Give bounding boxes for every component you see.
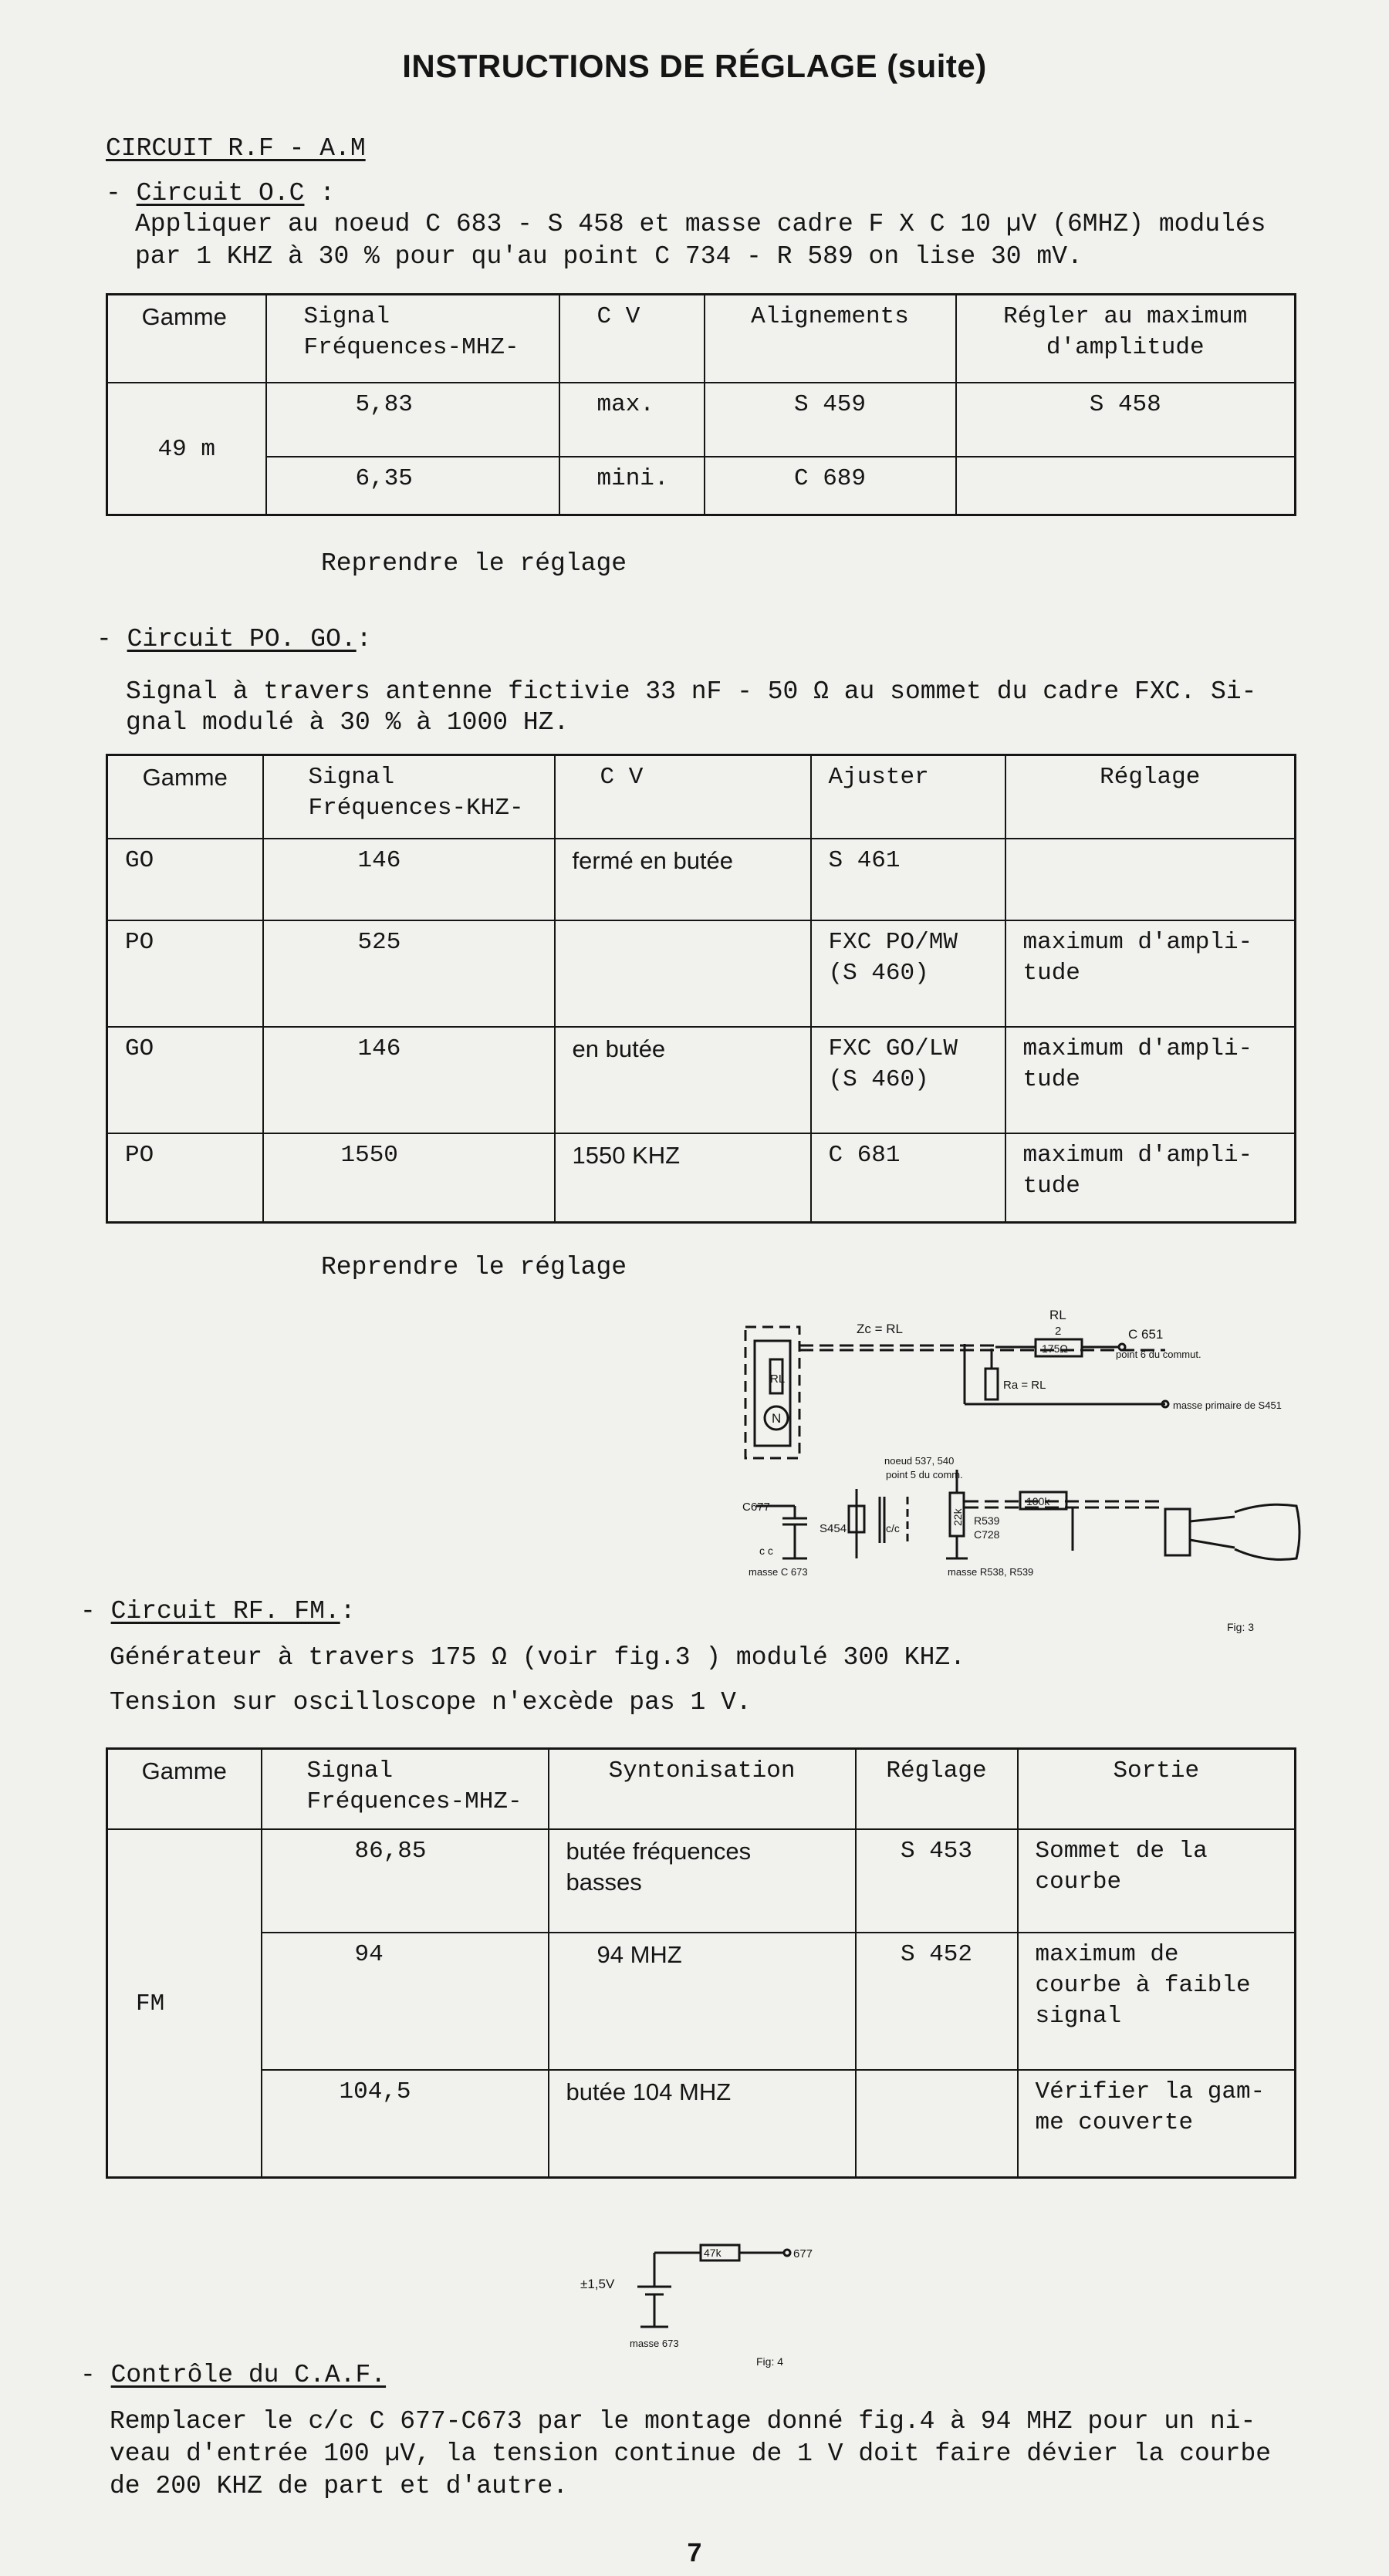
fig3-rl-label: RL xyxy=(770,1372,786,1386)
fm-signal-cell: 94 xyxy=(262,1933,549,2070)
fig3-cc-label: c c xyxy=(759,1545,773,1557)
fm-synto-cell: butée 104 MHZ xyxy=(549,2070,856,2178)
fig3-r539-label: R539 xyxy=(974,1514,1000,1527)
page-title: INSTRUCTIONS DE RÉGLAGE (suite) xyxy=(402,48,987,84)
fm-text-line2: Tension sur oscilloscope n'excède pas 1 V. xyxy=(110,1688,752,1717)
caf-label: Contrôle du C.A.F. xyxy=(110,2361,387,2389)
table-row xyxy=(107,920,1296,1027)
oc-table xyxy=(106,293,1296,516)
fig3-n-label: N xyxy=(772,1411,782,1426)
fm-table xyxy=(106,1747,1296,2179)
fig3-ra-label: Ra = RL xyxy=(1003,1379,1046,1392)
fig3-cc-component-label: c/c xyxy=(886,1522,900,1534)
fig3-masse-r538-label: masse R538, R539 xyxy=(948,1566,1034,1578)
oc-signal-cell: 5,83 xyxy=(266,383,559,457)
pogo-signal-cell: 146 xyxy=(263,839,555,920)
fm-signal-cell: 104,5 xyxy=(262,2070,549,2178)
oc-header-row xyxy=(107,295,1296,383)
fm-sortie-cell: Vérifier la gam- me couverte xyxy=(1018,2070,1296,2178)
pogo-gamme-cell: GO xyxy=(107,839,263,920)
pogo-signal-cell: 525 xyxy=(263,920,555,1027)
caf-text-line2: veau d'entrée 100 µV, la tension continue de 1 V doit faire dévier la courbe xyxy=(110,2439,1272,2468)
page-number: 7 xyxy=(687,2538,702,2568)
fig3-masse-s451-label: masse primaire de S451 xyxy=(1173,1399,1282,1411)
pogo-note: Reprendre le réglage xyxy=(321,1253,627,1281)
table-row xyxy=(107,457,1296,515)
pogo-heading xyxy=(96,623,372,655)
pogo-cv-cell xyxy=(555,920,811,1027)
pogo-cv-cell: fermé en butée xyxy=(555,839,811,920)
fig3-masse-c673-label: masse C 673 xyxy=(749,1566,808,1578)
pogo-header-signal: Signal Fréquences-KHZ- xyxy=(263,755,555,839)
oc-cv-cell: mini. xyxy=(559,457,705,515)
pogo-ajuster-cell: FXC GO/LW (S 460) xyxy=(811,1027,1005,1133)
oc-gamme-cell: 49 m xyxy=(107,383,266,515)
fig3-r100k-label: 100k xyxy=(1026,1495,1050,1507)
oc-header-signal: Signal Fréquences-MHZ- xyxy=(266,295,559,383)
fig3-schematic xyxy=(733,1304,1312,1659)
pogo-header-ajuster: Ajuster xyxy=(811,755,1005,839)
fm-synto-cell: butée fréquences basses xyxy=(549,1829,856,1933)
fm-signal-cell: 86,85 xyxy=(262,1829,549,1933)
table-row xyxy=(107,1829,1296,1933)
pogo-header-reglage: Réglage xyxy=(1005,755,1296,839)
fig3-point5-label: point 5 du comm. xyxy=(886,1469,963,1480)
fm-header-reglage: Réglage xyxy=(856,1749,1018,1829)
pogo-ajuster-cell: S 461 xyxy=(811,839,1005,920)
fm-sortie-cell: maximum de courbe à faible signal xyxy=(1018,1933,1296,2070)
table-row xyxy=(107,1133,1296,1223)
table-row xyxy=(107,2070,1296,2178)
pogo-colon: : xyxy=(356,625,372,653)
pogo-signal-cell: 146 xyxy=(263,1027,555,1133)
caf-dash: - xyxy=(80,2361,96,2389)
pogo-cv-cell: en butée xyxy=(555,1027,811,1133)
pogo-reglage-cell xyxy=(1005,839,1296,920)
table-row xyxy=(107,1027,1296,1133)
oc-note: Reprendre le réglage xyxy=(321,549,627,578)
fm-reglage-cell: S 453 xyxy=(856,1829,1018,1933)
fm-header-gamme: Gamme xyxy=(107,1749,262,1829)
table-row xyxy=(107,839,1296,920)
pogo-header-gamme: Gamme xyxy=(107,755,263,839)
oc-header-regler: Régler au maximum d'amplitude xyxy=(956,295,1296,383)
pogo-header-cv: C V xyxy=(555,755,811,839)
oc-align-cell: S 459 xyxy=(705,383,956,457)
fig3-noeud-label: noeud 537, 540 xyxy=(884,1455,955,1467)
oc-header-gamme: Gamme xyxy=(107,295,266,383)
fig4-masse-label: masse 673 xyxy=(630,2338,679,2349)
pogo-reglage-cell: maximum d'ampli- tude xyxy=(1005,1133,1296,1223)
pogo-header-row xyxy=(107,755,1296,839)
fig3-c651-label: C 651 xyxy=(1128,1327,1164,1342)
oc-text-line2: par 1 KHZ à 30 % pour qu'au point C 734 - R 589 on lise 30 mV. xyxy=(135,242,1083,271)
fig3-zc-label: Zc = RL xyxy=(857,1322,903,1336)
pogo-dash: - xyxy=(96,625,112,653)
oc-cv-cell: max. xyxy=(559,383,705,457)
pogo-reglage-cell: maximum d'ampli- tude xyxy=(1005,920,1296,1027)
pogo-ajuster-cell: C 681 xyxy=(811,1133,1005,1223)
pogo-text-line1: Signal à travers antenne fictivie 33 nF - 50 Ω au sommet du cadre FXC. Si- xyxy=(126,677,1257,706)
oc-regler-cell xyxy=(956,457,1296,515)
pogo-signal-cell: 1550 xyxy=(263,1133,555,1223)
oc-text-line1: Appliquer au noeud C 683 - S 458 et masse cadre F X C 10 µV (6MHZ) modulés xyxy=(135,210,1266,238)
oc-label: Circuit O.C xyxy=(136,179,305,208)
pogo-gamme-cell: PO xyxy=(107,920,263,1027)
pogo-ajuster-cell: FXC PO/MW (S 460) xyxy=(811,920,1005,1027)
fig3-c728-label: C728 xyxy=(974,1528,1000,1541)
caf-text-line1: Remplacer le c/c C 677-C673 par le montage donné fig.4 à 94 MHZ pour un ni- xyxy=(110,2407,1256,2436)
fig3-rl-half-label: RL xyxy=(1049,1308,1066,1322)
pogo-table xyxy=(106,754,1296,1224)
fm-header-sortie: Sortie xyxy=(1018,1749,1296,1829)
fm-label: Circuit RF. FM. xyxy=(110,1597,340,1626)
pogo-reglage-cell: maximum d'ampli- tude xyxy=(1005,1027,1296,1133)
fm-reglage-cell: S 452 xyxy=(856,1933,1018,2070)
fig4-caption: Fig: 4 xyxy=(756,2355,784,2368)
oc-signal-cell: 6,35 xyxy=(266,457,559,515)
fig4-schematic xyxy=(563,2230,849,2376)
fm-gamme-cell: FM xyxy=(107,1829,262,2178)
fig3-s454-label: S454 xyxy=(820,1522,847,1535)
oc-regler-cell: S 458 xyxy=(956,383,1296,457)
fm-heading xyxy=(80,1595,356,1627)
fig3-point6-label: point 6 du commut. xyxy=(1116,1349,1201,1360)
caf-text-line3: de 200 KHZ de part et d'autre. xyxy=(110,2472,569,2500)
oc-header-cv: C V xyxy=(559,295,705,383)
fm-reglage-cell xyxy=(856,2070,1018,2178)
fig3-caption: Fig: 3 xyxy=(1227,1621,1255,1633)
pogo-text-line2: gnal modulé à 30 % à 1000 HZ. xyxy=(126,708,569,737)
fig4-677-label: 677 xyxy=(793,2247,813,2260)
pogo-label: Circuit PO. GO. xyxy=(127,625,357,653)
fig4-r47k-label: 47k xyxy=(704,2247,722,2259)
fm-header-row xyxy=(107,1749,1296,1829)
fm-synto-cell: 94 MHZ xyxy=(549,1933,856,2070)
oc-align-cell: C 689 xyxy=(705,457,956,515)
fm-text-line1: Générateur à travers 175 Ω (voir fig.3 ) modulé 300 KHZ. xyxy=(110,1643,965,1672)
fig3-c677-label: C677 xyxy=(742,1501,770,1514)
fm-colon: : xyxy=(340,1597,356,1626)
pogo-gamme-cell: PO xyxy=(107,1133,263,1223)
fig3-two-label: 2 xyxy=(1055,1325,1062,1338)
fig3-r22k-label: 22k xyxy=(951,1508,964,1526)
fm-header-signal: Signal Fréquences-MHZ- xyxy=(262,1749,549,1829)
table-row xyxy=(107,1933,1296,2070)
fig4-volt-label: ±1,5V xyxy=(580,2277,615,2291)
oc-dash: - xyxy=(106,179,121,208)
pogo-cv-cell: 1550 KHZ xyxy=(555,1133,811,1223)
caf-heading xyxy=(80,2359,386,2391)
section-heading-rf-am: CIRCUIT R.F - A.M xyxy=(106,134,366,163)
oc-colon: : xyxy=(319,179,336,208)
table-row xyxy=(107,383,1296,457)
fm-header-syntonisation: Syntonisation xyxy=(549,1749,856,1829)
fig3-r175-label: 175Ω xyxy=(1042,1342,1068,1355)
fm-dash: - xyxy=(80,1597,96,1626)
oc-header-alignements: Alignements xyxy=(705,295,956,383)
oc-heading xyxy=(106,177,335,209)
fm-sortie-cell: Sommet de la courbe xyxy=(1018,1829,1296,1933)
pogo-gamme-cell: GO xyxy=(107,1027,263,1133)
